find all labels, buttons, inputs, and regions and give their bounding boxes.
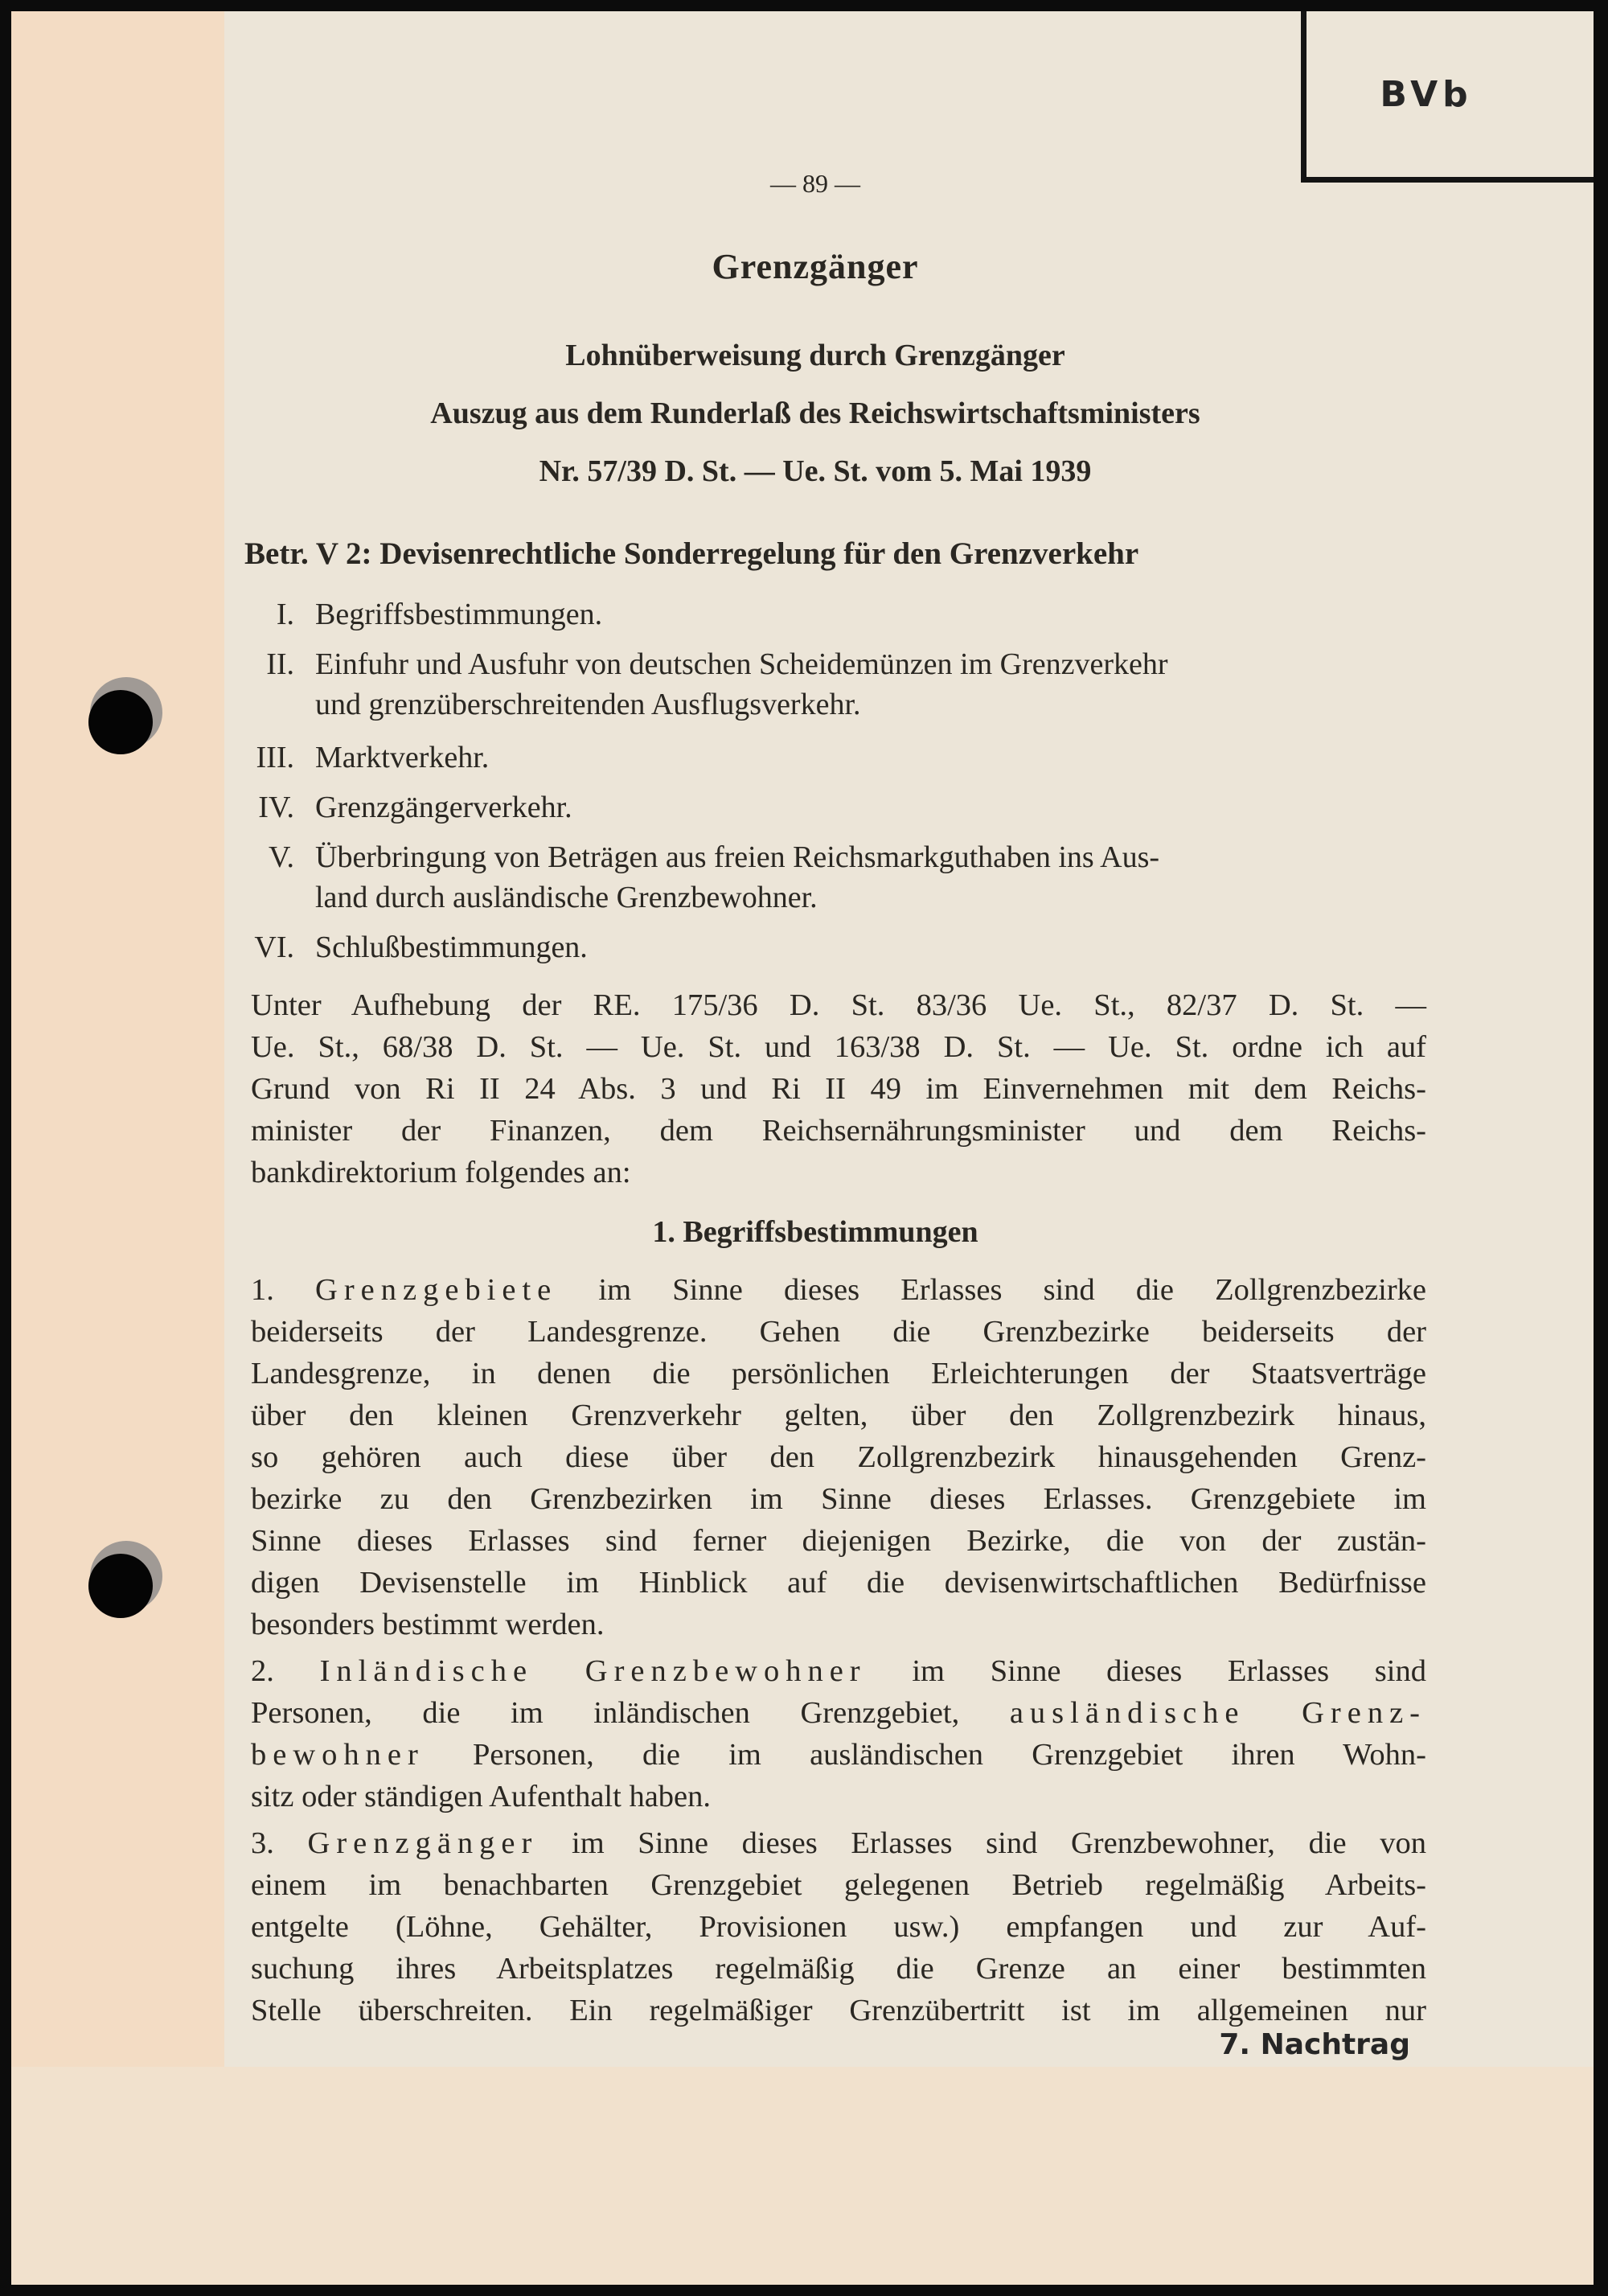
toc-number: III. [256,741,294,774]
defined-term: Grenzgebiete [315,1273,558,1307]
paragraph-text: im Sinne dieses Erlasses sind Grenzbewohner, die von [572,1826,1427,1860]
punch-hole [88,1554,153,1618]
toc-item: Begriffsbestimmungen. [315,598,603,631]
page-title: Grenzgänger [712,247,919,286]
paragraph-line [251,1826,1426,1861]
intro-line: minister der Finanzen, dem Reichsernährungsminister und dem Reichs- [251,1114,1426,1148]
defined-term: bewohner [251,1738,425,1772]
punch-hole [88,690,153,754]
intro-line: Unter Aufhebung der RE. 175/36 D. St. 83/36 Ue. St., 82/37 D. St. — [251,988,1426,1022]
intro-line: Ue. St., 68/38 D. St. — Ue. St. und 163/38 D. St. — Ue. St. ordne ich auf [251,1030,1426,1064]
paragraph-line [251,1695,1426,1731]
paragraph-number: 2. [251,1654,274,1688]
toc-item: Schlußbestimmungen. [315,930,588,964]
toc-item: Grenzgängerverkehr. [315,791,572,824]
paragraph-line: einem im benachbarten Grenzgebiet gelegenen Betrieb regelmäßig Arbeits- [251,1868,1426,1902]
paragraph-number: 1. [251,1273,274,1307]
supplement-label: 7. Nachtrag [1219,2028,1410,2061]
intro-line: bankdirektorium folgendes an: [251,1156,631,1189]
toc-item: Einfuhr und Ausfuhr von deutschen Scheidemünzen im Grenzverkehr [315,647,1168,681]
paragraph-line: Stelle überschreiten. Ein regelmäßiger Grenzübertritt ist im allgemeinen nur [251,1994,1426,2027]
paragraph-line [251,1737,1426,1772]
intro-line: Grund von Ri II 24 Abs. 3 und Ri II 49 im Einvernehmen mit dem Reichs- [251,1072,1426,1106]
document-page [11,11,1594,2285]
defined-term: Inländische Grenzbewohner [319,1654,867,1688]
paragraph-line [251,1653,1426,1689]
paragraph-line: Sinne dieses Erlasses sind ferner diejenigen Bezirke, die von der zustän- [251,1524,1426,1558]
subsection-title: 1. Begriffsbestimmungen [652,1215,978,1249]
paragraph-text: im Sinne dieses Erlasses sind [912,1654,1426,1688]
page-edge-strip [11,11,224,2285]
paragraph-number: 3. [251,1826,274,1860]
paragraph-line [251,1272,1426,1308]
paragraph-line: Landesgrenze, in denen die persönlichen Erleichterungen der Staatsverträge [251,1357,1426,1390]
paragraph-text: Personen, die im ausländischen Grenzgebiet ihren Wohn- [473,1738,1426,1772]
paragraph-line: beiderseits der Landesgrenze. Gehen die Grenzbezirke beiderseits der [251,1315,1426,1349]
subtitle-line: Auszug aus dem Runderlaß des Reichswirtschaftsministers [430,396,1200,430]
toc-number: I. [276,598,294,631]
paragraph-line: bezirke zu den Grenzbezirken im Sinne dieses Erlasses. Grenzgebiete im [251,1482,1426,1516]
toc-item: Marktverkehr. [315,741,490,774]
toc-number: V. [268,840,294,874]
toc-item-continued: und grenzüberschreitenden Ausflugsverkehr. [315,688,861,721]
paragraph-line: so gehören auch diese über den Zollgrenzbezirk hinausgehenden Grenz- [251,1440,1426,1474]
index-tab-label: BVb [1380,74,1473,115]
toc-number: VI. [254,930,294,964]
toc-number: IV. [258,791,294,824]
defined-term: ausländische Grenz- [1009,1696,1426,1730]
paragraph-line: entgelte (Löhne, Gehälter, Provisionen usw.) empfangen und zur Auf- [251,1910,1426,1944]
subtitle-line: Nr. 57/39 D. St. — Ue. St. vom 5. Mai 1939 [539,454,1092,488]
section-header: Betr. V 2: Devisenrechtliche Sonderregelung für den Grenzverkehr [244,536,1139,571]
paragraph-text: im Sinne dieses Erlasses sind die Zollgrenzbezirke [598,1273,1427,1307]
paragraph-text: Personen, die im inländischen Grenzgebiet, [251,1696,960,1730]
subtitle-line: Lohnüberweisung durch Grenzgänger [565,339,1065,372]
paragraph-line: besonders bestimmt werden. [251,1608,605,1641]
toc-number: II. [266,647,294,681]
paragraph-line: über den kleinen Grenzverkehr gelten, über den Zollgrenzbezirk hinaus, [251,1399,1426,1432]
toc-item: Überbringung von Beträgen aus freien Reichsmarkguthaben ins Aus- [315,840,1160,874]
page-bottom-margin [11,2067,1594,2285]
paragraph-line: sitz oder ständigen Aufenthalt haben. [251,1780,711,1813]
defined-term: Grenzgänger [307,1826,539,1860]
paragraph-line: suchung ihres Arbeitsplatzes regelmäßig die Grenze an einer bestimmten [251,1952,1426,1986]
toc-item-continued: land durch ausländische Grenzbewohner. [315,881,818,914]
paragraph-line: digen Devisenstelle im Hinblick auf die devisenwirtschaftlichen Bedürfnisse [251,1566,1426,1600]
page-number: — 89 — [770,169,860,198]
